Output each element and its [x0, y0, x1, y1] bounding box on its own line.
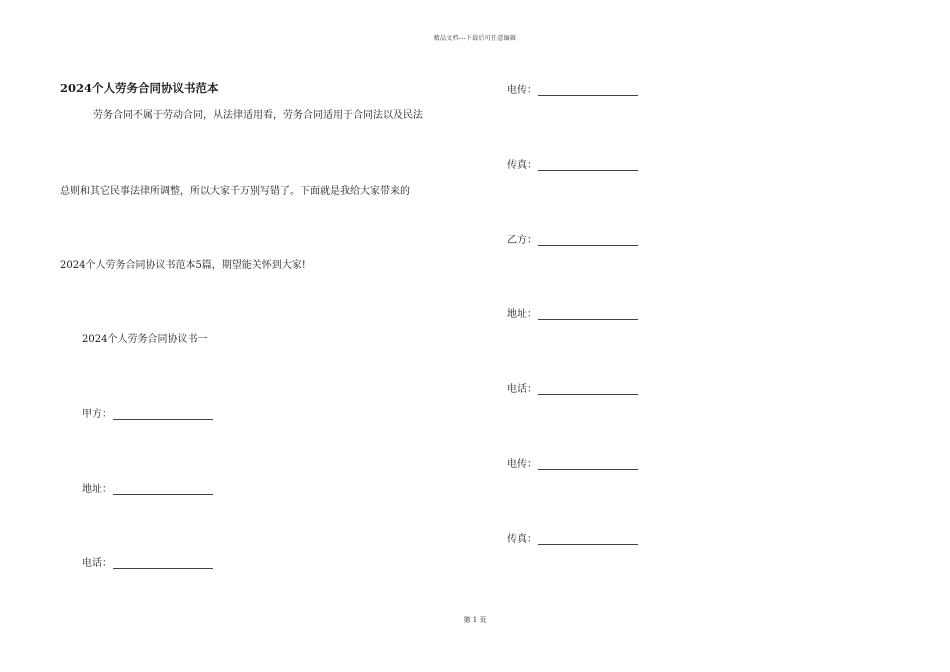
party-a-field: [82, 405, 213, 420]
page-header-note: 精品文档---下载后可任意编辑: [433, 35, 517, 42]
party-b-address-blank: [538, 310, 638, 320]
intro-paragraph-line-1: 劳务合同不属于劳动合同，从法律适用看，劳务合同适用于合同法以及民法: [93, 110, 423, 121]
party-a-phone-label: 电话：: [82, 558, 112, 569]
right-field-fax-2: [507, 530, 638, 545]
party-b-phone-label: 电话：: [507, 384, 537, 395]
party-b-phone-blank: [538, 385, 638, 395]
party-b-address-field: [507, 305, 638, 320]
party-b-label: 乙方：: [507, 235, 537, 246]
right-field-telex-2-blank: [538, 460, 638, 470]
party-a-address-field: [82, 480, 213, 495]
right-field-telex-2-label: 电传：: [507, 459, 537, 470]
party-b-address-label: 地址：: [507, 309, 537, 320]
party-b-phone-field: [507, 380, 638, 395]
intro-paragraph-line-3: 2024个人劳务合同协议书范本5篇，期望能关怀到大家!: [60, 260, 306, 271]
right-field-fax-2-blank: [538, 535, 638, 545]
party-a-phone-blank: [113, 559, 213, 569]
right-field-fax-1-blank: [538, 161, 638, 171]
right-field-fax-1-label: 传真：: [507, 160, 537, 171]
right-field-fax-2-label: 传真：: [507, 534, 537, 545]
party-a-phone-field: [82, 554, 213, 569]
right-field-telex-1-blank: [538, 86, 638, 96]
party-a-label: 甲方：: [82, 409, 112, 420]
right-field-fax-1: [507, 156, 638, 171]
right-field-telex-2: [507, 455, 638, 470]
page-number: 第 1 页: [463, 616, 487, 624]
party-b-blank: [538, 236, 638, 246]
section-heading: 2024个人劳务合同协议书一: [82, 334, 208, 345]
party-b-field: [507, 231, 638, 246]
right-field-telex-1-label: 电传：: [507, 85, 537, 96]
document-title: 2024个人劳务合同协议书范本: [60, 81, 219, 95]
party-a-blank: [113, 410, 213, 420]
party-a-address-blank: [113, 485, 213, 495]
right-field-telex-1: [507, 81, 638, 96]
intro-paragraph-line-2: 总则和其它民事法律所调整，所以大家千万别写错了。下面就是我给大家带来的: [60, 186, 410, 197]
party-a-address-label: 地址：: [82, 484, 112, 495]
